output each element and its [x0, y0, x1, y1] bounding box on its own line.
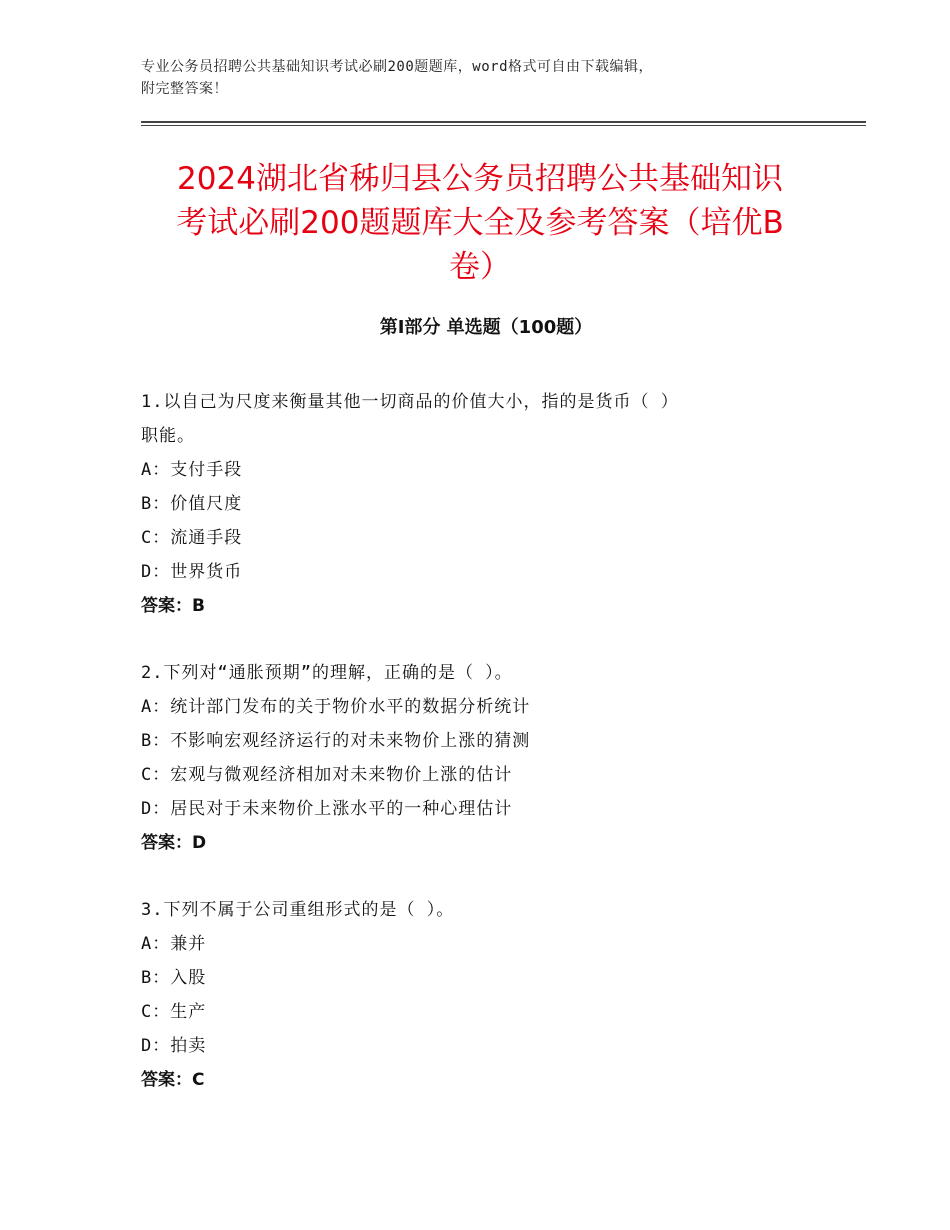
- question-2: [141, 656, 841, 860]
- question-stem: 3.下列不属于公司重组形式的是（ ）。: [141, 900, 455, 920]
- question-3: [141, 893, 841, 1097]
- title-line: 2024湖北省秭归县公务员招聘公共基础知识: [177, 161, 783, 197]
- title-line: 卷）: [449, 249, 511, 285]
- option-c: C：宏观与微观经济相加对未来物价上涨的估计: [141, 765, 513, 785]
- header-divider: [141, 121, 866, 126]
- option-c: C：生产: [141, 1002, 207, 1022]
- section-title: 第Ⅰ部分 单选题（100题）: [379, 317, 593, 338]
- title-line: 考试必刷200题题库大全及参考答案（培优B: [176, 205, 784, 241]
- option-a: A：支付手段: [141, 460, 243, 480]
- header-note-line: 附完整答案！: [141, 81, 228, 97]
- option-d: D：世界货币: [141, 562, 243, 582]
- document-title: [130, 157, 830, 289]
- answer: 答案：B: [141, 596, 205, 616]
- question-stem: 1.以自己为尺度来衡量其他一切商品的价值大小，指的是货币（ ）: [141, 392, 679, 412]
- option-b: B：入股: [141, 968, 207, 988]
- header-note: [141, 56, 831, 100]
- option-b: B：价值尺度: [141, 494, 243, 514]
- header-note-line: 专业公务员招聘公共基础知识考试必刷200题题库，word格式可自由下载编辑，: [141, 59, 653, 75]
- option-d: D：拍卖: [141, 1036, 207, 1056]
- question-1: [141, 385, 841, 623]
- option-d: D：居民对于未来物价上涨水平的一种心理估计: [141, 799, 513, 819]
- question-stem: 职能。: [141, 426, 195, 446]
- option-b: B：不影响宏观经济运行的对未来物价上涨的猜测: [141, 731, 531, 751]
- option-a: A：统计部门发布的关于物价水平的数据分析统计: [141, 697, 531, 717]
- answer: 答案：C: [141, 1070, 205, 1090]
- question-stem: 2.下列对“通胀预期”的理解，正确的是（ ）。: [141, 663, 513, 683]
- option-c: C：流通手段: [141, 528, 243, 548]
- question-list: [141, 385, 841, 1130]
- answer: 答案：D: [141, 833, 207, 853]
- option-a: A：兼并: [141, 934, 207, 954]
